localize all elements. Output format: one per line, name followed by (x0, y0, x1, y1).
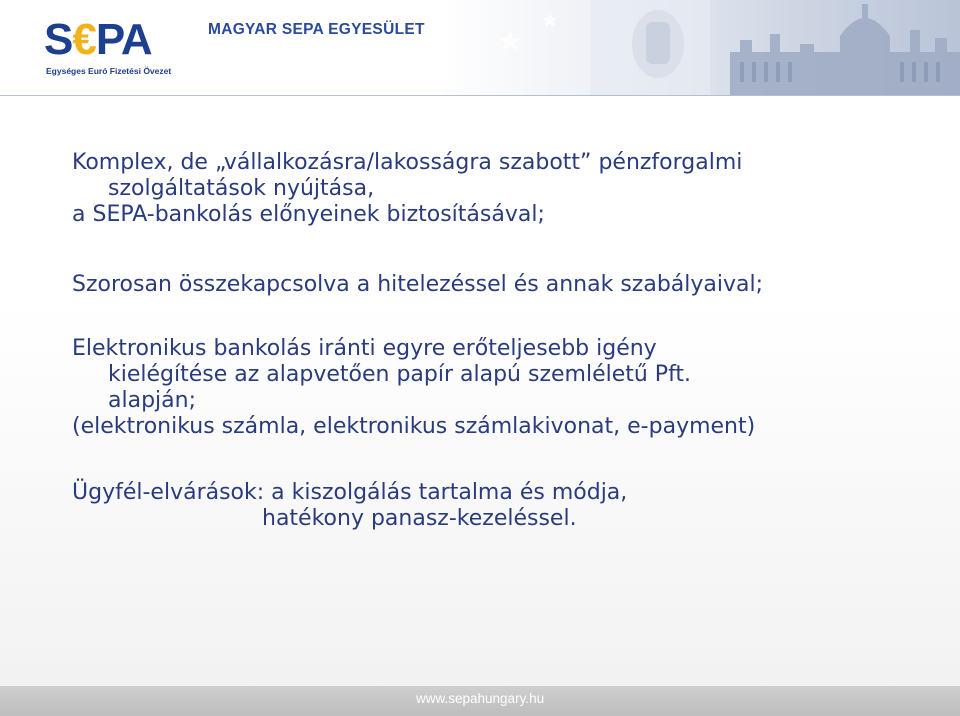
sepa-logo-text: S€PA (44, 15, 152, 64)
bullet-4-line-2: hatékony panasz-kezeléssel. (262, 506, 577, 531)
bullet-2-line-1: Szorosan összekapcsolva a hitelezéssel és annak szabályaival; (72, 272, 764, 297)
sepa-logo (44, 15, 194, 78)
bullet-3-line-3: alapján; (108, 388, 196, 413)
bullet-1-line-2: szolgáltatások nyújtása, (108, 176, 375, 201)
euro-icon: € (72, 15, 96, 64)
bullet-1 (72, 150, 932, 228)
bullet-4-line-1: Ügyfél-elvárások: a kiszolgálás tartalma és módja, (72, 480, 628, 505)
bullet-3-line-2: kielégítése az alapvetően papír alapú szemléletű Pft. (108, 362, 692, 387)
bullet-4 (72, 480, 932, 532)
slide-footer (0, 686, 960, 716)
website-url: www.sepahungary.hu (416, 691, 545, 706)
organization-name: MAGYAR SEPA EGYESÜLET (208, 21, 425, 38)
bullet-1-line-3: a SEPA-bankolás előnyeinek biztosításával; (72, 202, 545, 227)
header-divider (0, 95, 960, 96)
bullet-2 (72, 272, 932, 298)
parliament-illustration (440, 0, 960, 96)
bullet-1-line-1: Komplex, de „vállalkozásra/lakosságra szabott” pénzforgalmi (72, 150, 743, 175)
bullet-3 (72, 336, 932, 440)
slide-header (0, 0, 960, 96)
bullet-3-line-1: Elektronikus bankolás iránti egyre erőteljesebb igény (72, 336, 657, 361)
logo-tagline: Egységes Euró Fizetési Övezet (46, 66, 172, 76)
bullet-3-line-4: (elektronikus számla, elektronikus számlakivonat, e-payment) (72, 414, 756, 439)
